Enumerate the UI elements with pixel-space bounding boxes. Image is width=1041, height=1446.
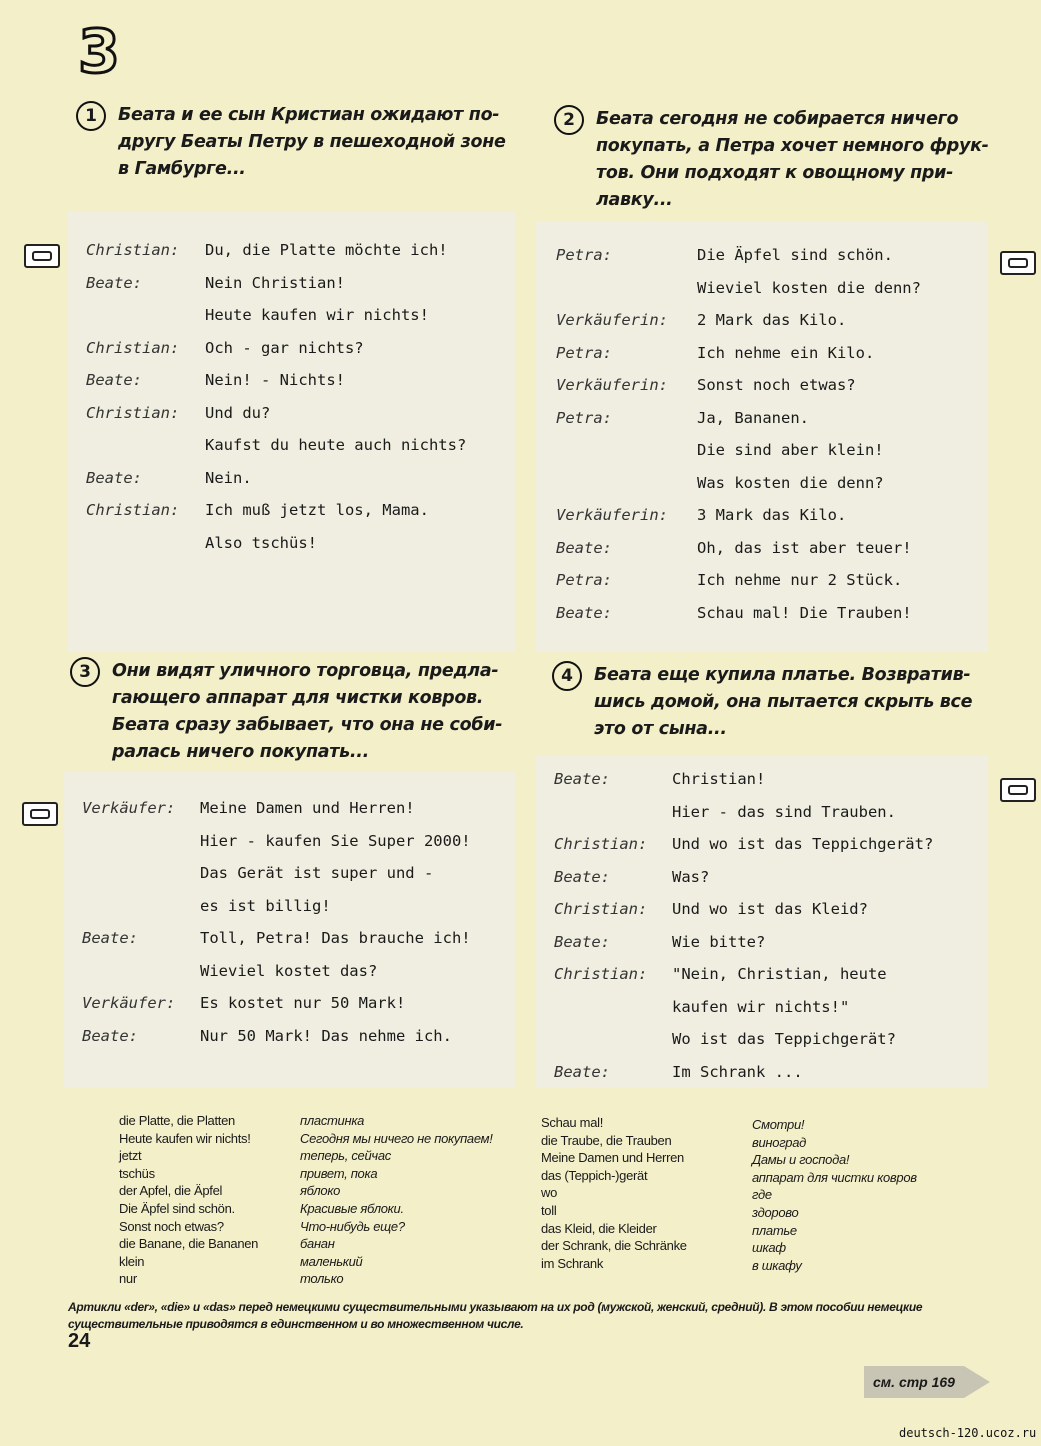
vocab-entry: Красивые яблоки. bbox=[300, 1200, 404, 1216]
vocab-entry: Сегодня мы ничего не покупаем! bbox=[300, 1130, 493, 1146]
vocab-entry: Schau mal! bbox=[541, 1115, 604, 1130]
dialogue-text: Es kostet nur 50 Mark! bbox=[200, 994, 406, 1013]
dialogue-line bbox=[82, 1020, 471, 1053]
cassette-icon[interactable] bbox=[1000, 778, 1036, 802]
section-4-dialogue bbox=[554, 763, 933, 1088]
dialogue-text: Ich nehme nur 2 Stück. bbox=[697, 571, 903, 590]
dialogue-line bbox=[86, 527, 466, 560]
dialogue-line bbox=[82, 825, 471, 858]
dialogue-line bbox=[556, 564, 921, 597]
dialogue-line bbox=[554, 828, 933, 861]
cassette-icon[interactable] bbox=[22, 802, 58, 826]
speaker-label: Christian: bbox=[86, 501, 180, 520]
speaker-label: Christian: bbox=[554, 900, 648, 919]
dialogue-line bbox=[86, 267, 466, 300]
section-1-number: 1 bbox=[76, 101, 106, 131]
vocab-entry: банан bbox=[300, 1236, 335, 1252]
page-reference[interactable]: см. стр 169 bbox=[864, 1366, 964, 1398]
arrow-right-icon bbox=[964, 1366, 990, 1398]
dialogue-line bbox=[82, 792, 471, 825]
speaker-label: Christian: bbox=[86, 241, 180, 260]
section-2-dialogue bbox=[556, 239, 921, 629]
dialogue-text: Also tschüs! bbox=[205, 533, 317, 552]
dialogue-text: Das Gerät ist super und - bbox=[200, 864, 434, 883]
section-2-header bbox=[554, 106, 1014, 214]
vocab-entry: Что-нибудь еще? bbox=[300, 1218, 405, 1234]
footnote: Артикли «der», «die» и «das» перед немецкими существительными указывают на их род (мужской, женский, средний). В этом пособии немецкие существительные приводятся в единственном и во множественном числе. bbox=[68, 1300, 923, 1331]
dialogue-text: kaufen wir nichts!" bbox=[672, 997, 850, 1016]
speaker-label: Beate: bbox=[82, 1026, 138, 1045]
vocab-entry: теперь, сейчас bbox=[300, 1148, 391, 1164]
dialogue-text: Hier - das sind Trauben. bbox=[672, 802, 896, 821]
speaker-label: Christian: bbox=[86, 338, 180, 357]
speaker-label: Beate: bbox=[86, 468, 142, 487]
section-3-intro: Они видят уличного торговца, предла- гающего аппарат для чистки ковров. Беата сразу забывает, что она не соби- ралась ничего покупать... bbox=[112, 661, 503, 762]
dialogue-text: Nein Christian! bbox=[205, 273, 345, 292]
dialogue-text: Ich nehme ein Kilo. bbox=[697, 343, 875, 362]
dialogue-text: Die sind aber klein! bbox=[697, 441, 884, 460]
dialogue-text: Ich muß jetzt los, Mama. bbox=[205, 501, 429, 520]
dialogue-line bbox=[86, 234, 466, 267]
dialogue-line bbox=[554, 991, 933, 1024]
speaker-label: Verkäuferin: bbox=[556, 311, 668, 330]
dialogue-line bbox=[82, 890, 471, 923]
speaker-label: Petra: bbox=[556, 571, 612, 590]
dialogue-text: Schau mal! Die Trauben! bbox=[697, 603, 912, 622]
vocab-left-russian bbox=[300, 1112, 493, 1288]
section-4-number: 4 bbox=[552, 661, 582, 691]
dialogue-line bbox=[82, 987, 471, 1020]
dialogue-text: Och - gar nichts? bbox=[205, 338, 364, 357]
dialogue-line bbox=[554, 893, 933, 926]
speaker-label: Christian: bbox=[554, 835, 648, 854]
dialogue-text: Und wo ist das Kleid? bbox=[672, 900, 868, 919]
dialogue-line bbox=[554, 1023, 933, 1056]
vocab-entry: jetzt bbox=[119, 1148, 142, 1164]
dialogue-line bbox=[82, 857, 471, 890]
dialogue-text: 2 Mark das Kilo. bbox=[697, 311, 847, 330]
dialogue-text: Und du? bbox=[205, 403, 271, 422]
vocab-entry: Heute kaufen wir nichts! bbox=[119, 1130, 251, 1146]
speaker-label: Petra: bbox=[556, 343, 612, 362]
speaker-label: Beate: bbox=[82, 929, 138, 948]
cassette-icon[interactable] bbox=[24, 244, 60, 268]
dialogue-text: Christian! bbox=[672, 770, 766, 789]
vocab-entry: аппарат для чистки ковров bbox=[752, 1169, 917, 1185]
speaker-label: Christian: bbox=[554, 965, 648, 984]
section-2-intro: Беата сегодня не собирается ничего покупать, а Петра хочет немного фрук- тов. Они подходят к овощному при- лавку... bbox=[596, 109, 989, 210]
speaker-label: Beate: bbox=[554, 932, 610, 951]
dialogue-text: Die Äpfel sind schön. bbox=[697, 246, 893, 265]
vocab-entry: Дамы и господа! bbox=[752, 1152, 850, 1168]
dialogue-line bbox=[82, 955, 471, 988]
speaker-label: Petra: bbox=[556, 246, 612, 265]
dialogue-text: Wieviel kosten die denn? bbox=[697, 278, 921, 297]
vocab-entry: das Kleid, die Kleider bbox=[541, 1220, 657, 1236]
dialogue-line bbox=[556, 337, 921, 370]
dialogue-text: Was kosten die denn? bbox=[697, 473, 884, 492]
vocab-entry: платье bbox=[752, 1222, 797, 1238]
dialogue-line bbox=[82, 922, 471, 955]
vocab-right-german bbox=[541, 1114, 687, 1272]
speaker-label: Beate: bbox=[556, 538, 612, 557]
dialogue-line bbox=[86, 397, 466, 430]
dialogue-text: Kaufst du heute auch nichts? bbox=[205, 436, 467, 455]
dialogue-line bbox=[86, 462, 466, 495]
dialogue-line bbox=[556, 467, 921, 500]
dialogue-line bbox=[554, 926, 933, 959]
vocab-entry: здорово bbox=[752, 1204, 799, 1220]
dialogue-text: Sonst noch etwas? bbox=[697, 376, 856, 395]
dialogue-text: Nein. bbox=[205, 468, 252, 487]
vocab-entry: die Platte, die Platten bbox=[119, 1113, 235, 1128]
dialogue-line bbox=[556, 402, 921, 435]
vocab-entry: яблоко bbox=[300, 1183, 341, 1199]
section-3-number: 3 bbox=[70, 657, 100, 687]
dialogue-text: Im Schrank ... bbox=[672, 1062, 803, 1081]
dialogue-line bbox=[556, 532, 921, 565]
speaker-label: Beate: bbox=[86, 273, 142, 292]
dialogue-line bbox=[86, 332, 466, 365]
dialogue-text: Toll, Petra! Das brauche ich! bbox=[200, 929, 471, 948]
vocab-entry: im Schrank bbox=[541, 1255, 604, 1271]
dialogue-line bbox=[556, 434, 921, 467]
vocab-entry: das (Teppich-)gerät bbox=[541, 1167, 648, 1183]
vocab-entry: в шкафу bbox=[752, 1257, 802, 1273]
speaker-label: Beate: bbox=[554, 867, 610, 886]
dialogue-text: Nur 50 Mark! Das nehme ich. bbox=[200, 1026, 452, 1045]
speaker-label: Christian: bbox=[86, 403, 180, 422]
vocab-entry: шкаф bbox=[752, 1240, 786, 1256]
vocab-entry: Смотри! bbox=[752, 1117, 805, 1132]
dialogue-text: Und wo ist das Teppichgerät? bbox=[672, 835, 934, 854]
vocab-right-russian bbox=[752, 1116, 917, 1274]
section-3-header bbox=[70, 658, 530, 766]
dialogue-line bbox=[554, 958, 933, 991]
section-1-intro: Беата и ее сын Кристиан ожидают по- другу Беаты Петру в пешеходной зоне в Гамбурге... bbox=[118, 105, 506, 179]
vocab-entry: маленький bbox=[300, 1253, 363, 1269]
section-4-intro: Беата еще купила платье. Возвратив- шись домой, она пытается скрыть все это от сына... bbox=[594, 665, 973, 739]
dialogue-line bbox=[556, 369, 921, 402]
vocab-entry: пластинка bbox=[300, 1113, 365, 1128]
vocab-entry: die Banane, die Bananen bbox=[119, 1236, 259, 1252]
vocab-entry: привет, пока bbox=[300, 1165, 378, 1181]
dialogue-line bbox=[556, 597, 921, 630]
dialogue-line bbox=[86, 299, 466, 332]
dialogue-text: Wie bitte? bbox=[672, 932, 766, 951]
vocab-entry: nur bbox=[119, 1271, 137, 1287]
vocab-entry: только bbox=[300, 1271, 344, 1287]
watermark: deutsch-120.ucoz.ru bbox=[899, 1426, 1037, 1440]
vocab-entry: tschüs bbox=[119, 1165, 155, 1181]
page-number: 24 bbox=[68, 1330, 91, 1352]
vocab-entry: Die Äpfel sind schön. bbox=[119, 1200, 235, 1216]
dialogue-text: Wieviel kostet das? bbox=[200, 961, 378, 980]
section-1-dialogue bbox=[86, 234, 466, 559]
dialogue-line bbox=[554, 861, 933, 894]
section-2-number: 2 bbox=[554, 105, 584, 135]
cassette-icon[interactable] bbox=[1000, 251, 1036, 275]
dialogue-text: Ja, Bananen. bbox=[697, 408, 809, 427]
speaker-label: Verkäuferin: bbox=[556, 506, 668, 525]
speaker-label: Beate: bbox=[554, 1062, 610, 1081]
dialogue-text: 3 Mark das Kilo. bbox=[697, 506, 847, 525]
section-1-header bbox=[76, 102, 526, 183]
section-3-dialogue bbox=[82, 792, 471, 1052]
vocab-entry: wo bbox=[541, 1185, 558, 1201]
vocab-entry: виноград bbox=[752, 1134, 807, 1150]
dialogue-line bbox=[86, 494, 466, 527]
dialogue-line bbox=[86, 364, 466, 397]
dialogue-text: es ist billig! bbox=[200, 896, 331, 915]
dialogue-line bbox=[554, 1056, 933, 1089]
section-4-header bbox=[552, 662, 1012, 743]
dialogue-text: Was? bbox=[672, 867, 710, 886]
dialogue-line bbox=[86, 429, 466, 462]
vocab-entry: Meine Damen und Herren bbox=[541, 1150, 684, 1166]
vocab-left-german bbox=[119, 1112, 258, 1288]
speaker-label: Beate: bbox=[554, 770, 610, 789]
speaker-label: Verkäuferin: bbox=[556, 376, 668, 395]
dialogue-text: Meine Damen und Herren! bbox=[200, 799, 415, 818]
dialogue-line bbox=[554, 763, 933, 796]
vocab-entry: где bbox=[752, 1187, 772, 1203]
dialogue-line bbox=[556, 272, 921, 305]
vocab-entry: Sonst noch etwas? bbox=[119, 1218, 224, 1234]
dialogue-text: Wo ist das Teppichgerät? bbox=[672, 1030, 896, 1049]
vocab-entry: toll bbox=[541, 1202, 557, 1218]
speaker-label: Verkäufer: bbox=[82, 799, 176, 818]
dialogue-text: Heute kaufen wir nichts! bbox=[205, 306, 429, 325]
dialogue-line bbox=[554, 796, 933, 829]
vocab-entry: der Schrank, die Schränke bbox=[541, 1238, 687, 1254]
dialogue-text: Du, die Platte möchte ich! bbox=[205, 241, 448, 260]
speaker-label: Petra: bbox=[556, 408, 612, 427]
dialogue-line bbox=[556, 304, 921, 337]
dialogue-text: Hier - kaufen Sie Super 2000! bbox=[200, 831, 471, 850]
dialogue-text: "Nein, Christian, heute bbox=[672, 965, 887, 984]
dialogue-line bbox=[556, 499, 921, 532]
speaker-label: Verkäufer: bbox=[82, 994, 176, 1013]
speaker-label: Beate: bbox=[86, 371, 142, 390]
unit-number: 3 bbox=[78, 17, 120, 87]
dialogue-text: Oh, das ist aber teuer! bbox=[697, 538, 912, 557]
vocab-entry: die Traube, die Trauben bbox=[541, 1132, 672, 1148]
dialogue-text: Nein! - Nichts! bbox=[205, 371, 345, 390]
dialogue-line bbox=[556, 239, 921, 272]
vocab-entry: klein bbox=[119, 1253, 145, 1269]
speaker-label: Beate: bbox=[556, 603, 612, 622]
vocab-entry: der Apfel, die Äpfel bbox=[119, 1183, 223, 1199]
